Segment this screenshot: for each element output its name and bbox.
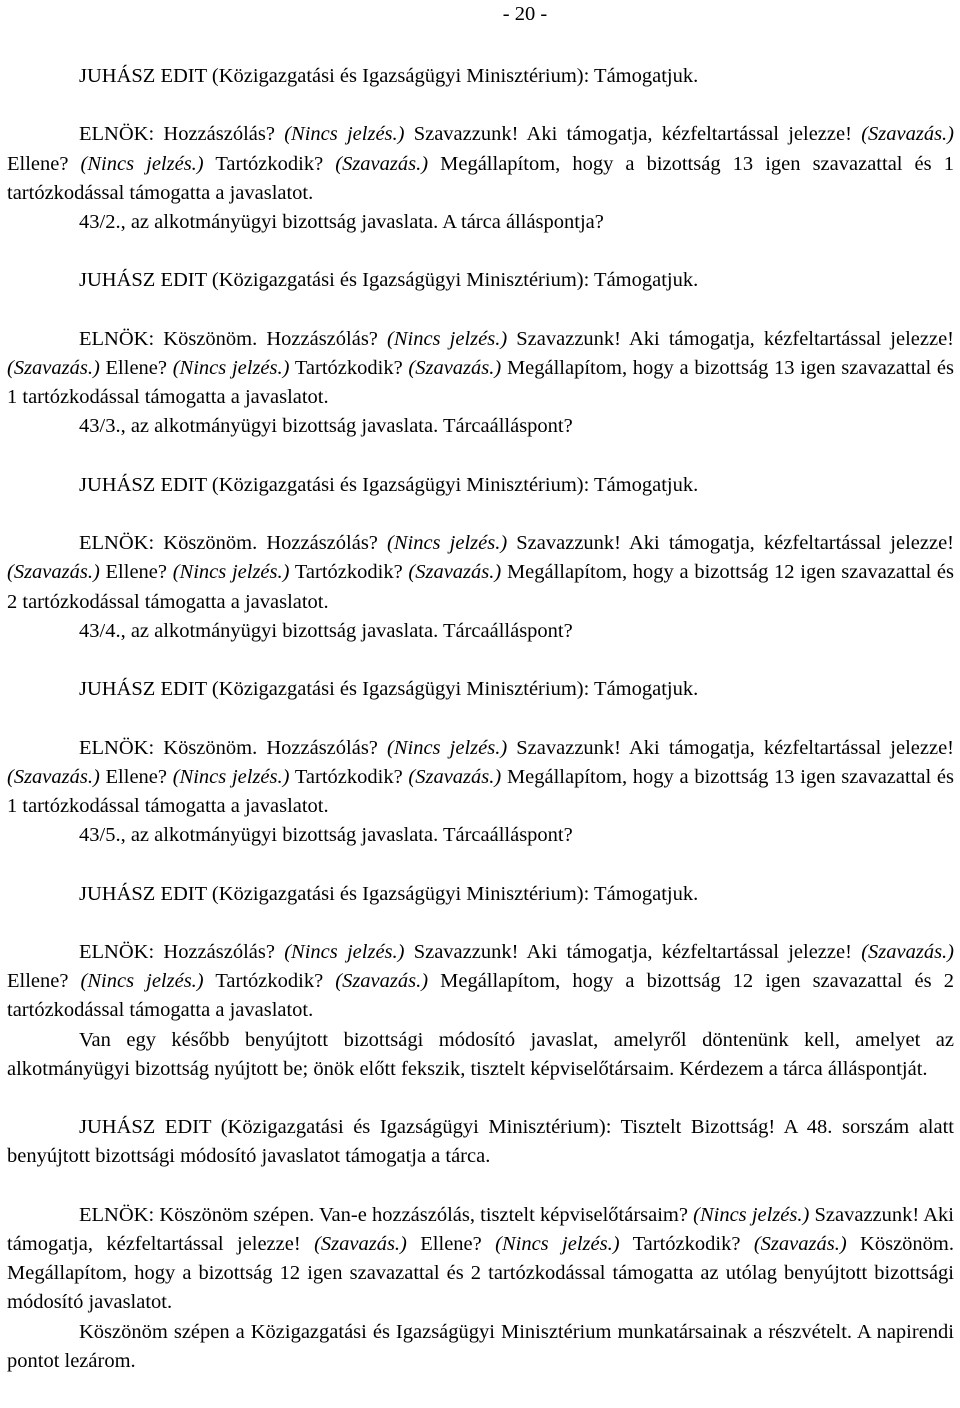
text-run: Ellene? <box>99 561 173 584</box>
italic-run: (Nincs jelzés.) <box>80 152 204 175</box>
italic-run: (Szavazás.) <box>861 940 954 963</box>
text-run: Megállapítom, hogy a bizottság 12 igen szavazattal és 2 tartózkodással támogatta a javaslatot. <box>7 561 954 613</box>
italic-run: (Szavazás.) <box>335 970 429 993</box>
paragraph <box>7 938 954 1026</box>
italic-run: (Nincs jelzés.) <box>284 123 405 146</box>
text-run: Megállapítom, hogy a bizottság 13 igen szavazattal és 1 tartózkodással támogatta a javaslatot. <box>7 152 954 204</box>
italic-run: (Szavazás.) <box>314 1232 407 1255</box>
text-run: 43/3., az alkotmányügyi bizottság javaslata. Tárcaálláspont? <box>79 415 573 438</box>
text-run: Szavazzunk! Aki támogatja, kézfeltartással jelezze! <box>507 736 954 759</box>
paragraph <box>7 412 954 441</box>
italic-run: (Nincs jelzés.) <box>693 1203 810 1226</box>
page-number: - 20 - <box>502 3 548 25</box>
paragraph <box>7 529 954 617</box>
italic-run: (Szavazás.) <box>335 152 429 175</box>
italic-run: (Szavazás.) <box>408 765 502 788</box>
italic-run: (Nincs jelzés.) <box>387 327 508 350</box>
text-run: JUHÁSZ EDIT (Közigazgatási és Igazságügyi Minisztérium): Támogatjuk. <box>79 473 699 496</box>
italic-run: (Nincs jelzés.) <box>387 532 508 555</box>
text-run: 43/5., az alkotmányügyi bizottság javaslata. Tárcaálláspont? <box>79 824 573 847</box>
text-run: Ellene? <box>7 152 81 175</box>
text-run: Tartózkodik? <box>203 152 336 175</box>
paragraph <box>7 325 954 413</box>
text-run: Tartózkodik? <box>289 356 409 379</box>
paragraph <box>7 1318 954 1376</box>
italic-run: (Nincs jelzés.) <box>172 356 290 379</box>
text-run: ELNÖK: Köszönöm. Hozzászólás? <box>79 532 388 555</box>
text-run: ELNÖK: Köszönöm szépen. Van-e hozzászólás, tisztelt képviselőtársaim? <box>79 1203 694 1226</box>
text-run: JUHÁSZ EDIT (Közigazgatási és Igazságügyi Minisztérium): Támogatjuk. <box>79 678 699 701</box>
italic-run: (Nincs jelzés.) <box>495 1232 620 1255</box>
italic-run: (Nincs jelzés.) <box>172 765 290 788</box>
paragraph <box>7 880 954 909</box>
italic-run: (Nincs jelzés.) <box>172 561 290 584</box>
italic-run: (Szavazás.) <box>7 561 100 584</box>
italic-run: (Szavazás.) <box>7 356 100 379</box>
text-run: 43/4., az alkotmányügyi bizottság javaslata. Tárcaálláspont? <box>79 619 573 642</box>
paragraph <box>7 1113 954 1171</box>
text-run: Tartózkodik? <box>619 1232 754 1255</box>
text-run: Megállapítom, hogy a bizottság 13 igen szavazattal és 1 tartózkodással támogatta a javaslatot. <box>7 356 954 409</box>
text-run: Ellene? <box>99 356 173 379</box>
text-run: Megállapítom, hogy a bizottság 13 igen szavazattal és 1 tartózkodással támogatta a javaslatot. <box>7 765 954 817</box>
text-run: ELNÖK: Hozzászólás? <box>79 123 285 146</box>
text-run: Ellene? <box>406 1232 496 1255</box>
text-run: Szavazzunk! Aki támogatja, kézfeltartással jelezze! <box>7 1203 954 1255</box>
text-run: ELNÖK: Köszönöm. Hozzászólás? <box>79 736 388 759</box>
text-run: Szavazzunk! Aki támogatja, kézfeltartással jelezze! <box>507 327 954 350</box>
paragraph <box>7 1026 954 1084</box>
text-run: Köszönöm szépen a Közigazgatási és Igazságügyi Minisztérium munkatársainak a részvételt. A napirendi pontot lezárom. <box>7 1320 954 1372</box>
italic-run: (Szavazás.) <box>408 356 502 379</box>
text-run: Ellene? <box>99 765 173 788</box>
paragraph <box>7 471 954 500</box>
text-run: Szavazzunk! Aki támogatja, kézfeltartással jelezze! <box>404 940 862 963</box>
paragraph <box>7 62 954 91</box>
paragraph <box>7 1201 954 1318</box>
text-run: Ellene? <box>7 970 81 993</box>
text-run: Van egy később benyújtott bizottsági módosító javaslat, amelyről döntenünk kell, amelyet az alkotmányügyi bizottság nyújtott be; önök előtt fekszik, tisztelt képviselőtársaim. Kérdezem a tárca álláspontját. <box>7 1028 954 1080</box>
text-run: Tartózkodik? <box>289 765 409 788</box>
italic-run: (Nincs jelzés.) <box>387 736 508 759</box>
text-run: Megállapítom, hogy a bizottság 12 igen szavazattal és 2 tartózkodással támogatta a javaslatot. <box>7 970 954 1022</box>
text-run: 43/2., az alkotmányügyi bizottság javaslata. A tárca álláspontja? <box>79 211 604 233</box>
text-run: ELNÖK: Hozzászólás? <box>79 940 285 963</box>
italic-run: (Nincs jelzés.) <box>80 970 204 993</box>
italic-run: (Szavazás.) <box>861 123 954 146</box>
text-run: Tartózkodik? <box>289 561 409 584</box>
text-run: Köszönöm. Megállapítom, hogy a bizottság 12 igen szavazattal és 2 tartózkodással támogatta az utólag benyújtott bizottsági módosító javaslatot. <box>7 1232 954 1314</box>
text-run: Szavazzunk! Aki támogatja, kézfeltartással jelezze! <box>507 532 954 555</box>
text-run: JUHÁSZ EDIT (Közigazgatási és Igazságügyi Minisztérium): Tisztelt Bizottság! A 48. sorszám alatt benyújtott bizottsági módosító javaslatot támogatja a tárca. <box>7 1116 954 1168</box>
paragraph <box>7 675 954 704</box>
paragraph <box>7 120 954 208</box>
text-run: ELNÖK: Köszönöm. Hozzászólás? <box>79 327 388 350</box>
italic-run: (Szavazás.) <box>753 1232 847 1255</box>
paragraph <box>7 734 954 822</box>
italic-run: (Szavazás.) <box>408 561 502 584</box>
paragraph <box>7 617 954 646</box>
document-body <box>7 62 954 1376</box>
text-run: Szavazzunk! Aki támogatja, kézfeltartással jelezze! <box>404 123 862 146</box>
text-run: Tartózkodik? <box>203 970 336 993</box>
italic-run: (Szavazás.) <box>7 765 100 788</box>
italic-run: (Nincs jelzés.) <box>284 940 405 963</box>
paragraph <box>7 208 954 237</box>
paragraph <box>7 821 954 850</box>
text-run: JUHÁSZ EDIT (Közigazgatási és Igazságügyi Minisztérium): Támogatjuk. <box>79 882 699 905</box>
text-run: JUHÁSZ EDIT (Közigazgatási és Igazságügyi Minisztérium): Támogatjuk. <box>79 65 699 87</box>
paragraph <box>7 266 954 295</box>
text-run: JUHÁSZ EDIT (Közigazgatási és Igazságügyi Minisztérium): Támogatjuk. <box>79 269 699 292</box>
